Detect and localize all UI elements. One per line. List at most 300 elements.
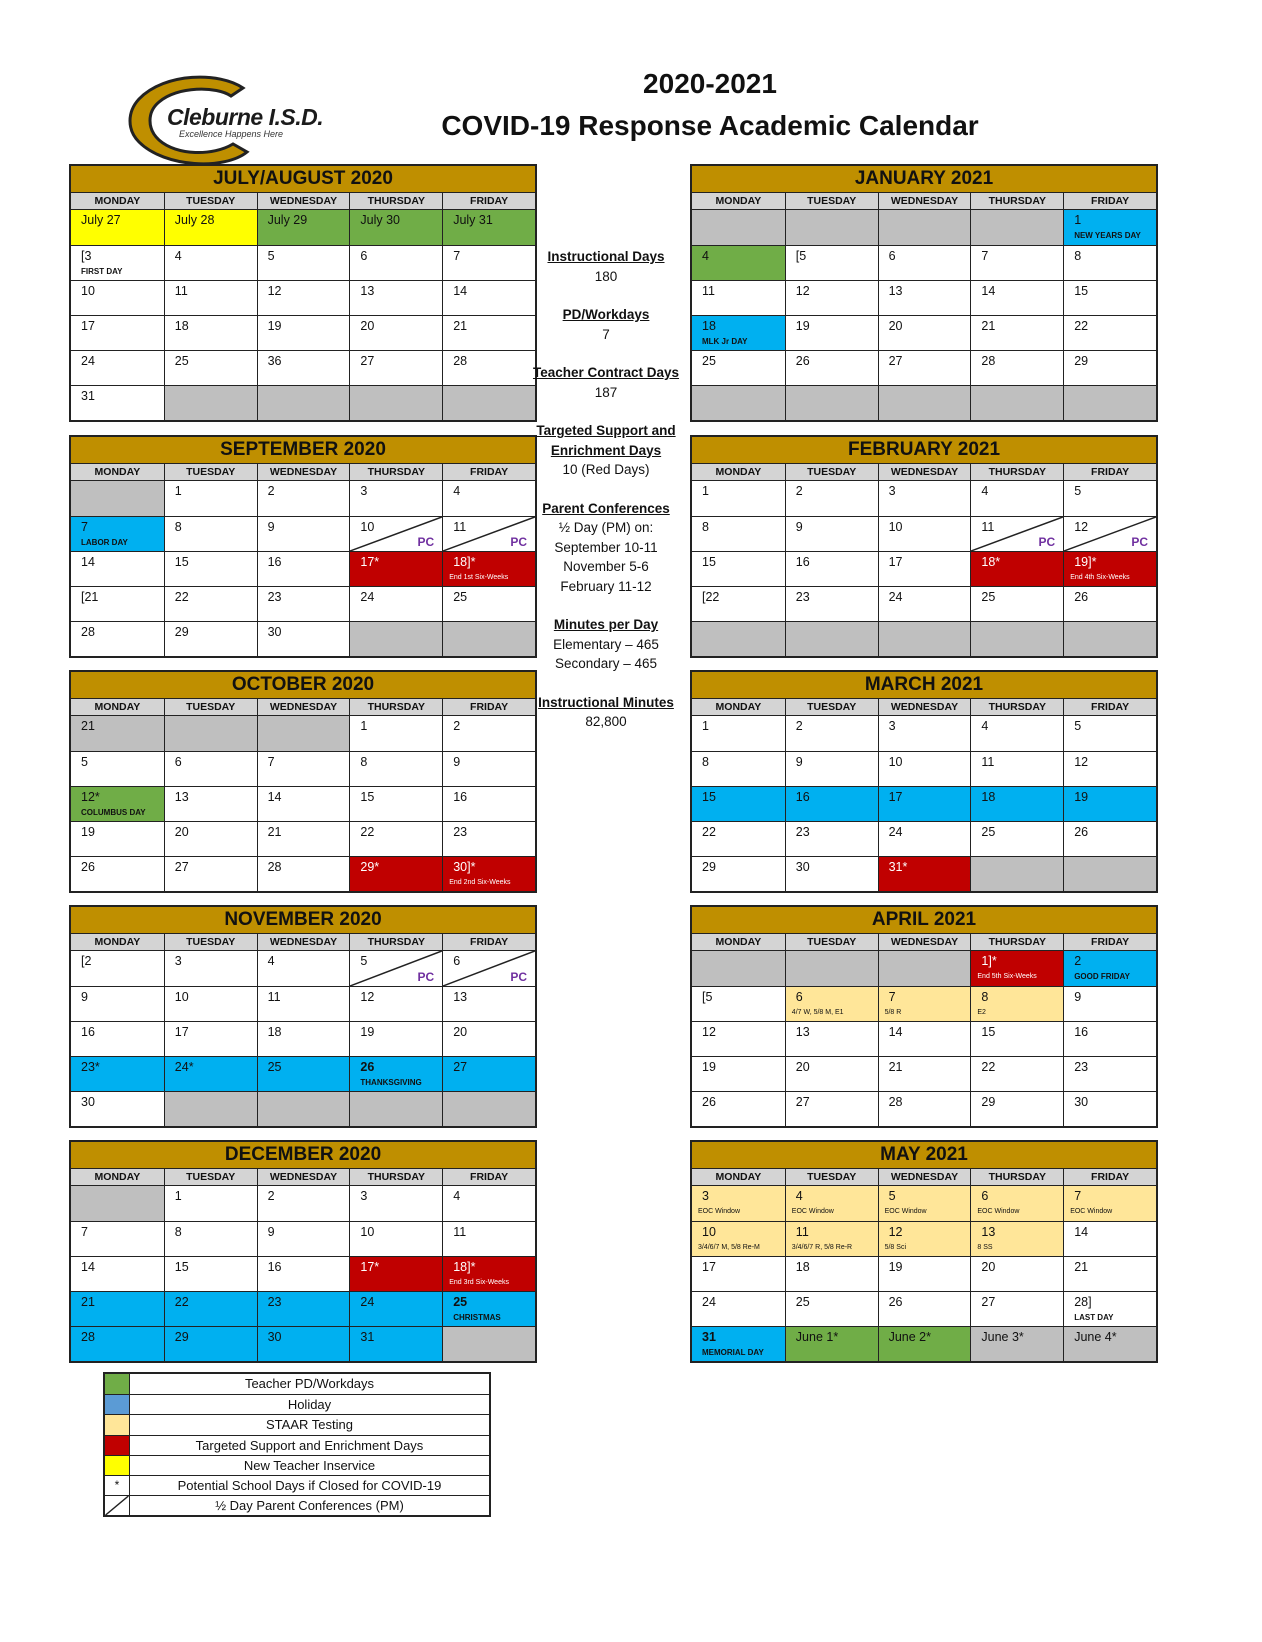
day-note: COLUMBUS DAY (81, 808, 146, 817)
day-cell (1063, 1326, 1156, 1361)
day-number: 16 (795, 555, 810, 569)
instructional-days-label: Instructional Days (547, 249, 665, 264)
day-cell (349, 315, 442, 350)
day-cell (970, 716, 1063, 751)
empty-cell (692, 621, 785, 656)
day-number: 29 (702, 860, 716, 874)
day-note: 5/8 Sci (884, 1244, 906, 1251)
day-cell (71, 786, 164, 821)
day-cell (1063, 551, 1156, 586)
day-number: [5 (702, 990, 713, 1004)
day-number: 8 (702, 755, 709, 769)
day-cell (164, 1021, 257, 1056)
weekday-label: MONDAY (715, 701, 762, 713)
day-number: 11 (981, 755, 995, 769)
day-cell (164, 586, 257, 621)
weekday-label: FRIDAY (1063, 699, 1156, 715)
day-number: 9 (453, 755, 461, 769)
day-number: 26 (795, 354, 810, 368)
day-number: June 4* (1074, 1330, 1117, 1344)
day-cell (349, 951, 442, 986)
day-cell (71, 1221, 164, 1256)
empty-cell (878, 210, 971, 245)
weekday-label: MONDAY (715, 466, 762, 478)
half-day-slash-icon (105, 1496, 129, 1515)
day-cell (785, 716, 878, 751)
empty-cell (692, 385, 785, 420)
day-cell (257, 586, 350, 621)
weekday-label: THURSDAY (970, 699, 1063, 715)
day-number: 25 (981, 825, 996, 839)
weekday-label: FRIDAY (1063, 193, 1156, 209)
day-number: 23 (267, 1295, 282, 1309)
instructional-minutes-label: Instructional Minutes (538, 694, 674, 710)
day-number: 11 (453, 1225, 467, 1239)
month-title: MAY 2021 (692, 1142, 1156, 1169)
day-cell (257, 481, 350, 516)
day-cell (71, 856, 164, 891)
day-number: 10 (360, 1225, 375, 1239)
legend (103, 1372, 491, 1517)
legend-swatch (105, 1476, 130, 1495)
day-cell (878, 280, 971, 315)
day-number: 29* (360, 860, 380, 874)
day-cell (692, 350, 785, 385)
day-cell (442, 210, 535, 245)
day-cell (785, 786, 878, 821)
day-number: 13 (981, 1225, 996, 1239)
weekday-label: FRIDAY (442, 1169, 535, 1185)
day-cell (692, 716, 785, 751)
day-cell (785, 551, 878, 586)
day-number: 9 (81, 990, 88, 1004)
month-title: FEBRUARY 2021 (692, 437, 1156, 464)
pd-workdays-value: 7 (602, 326, 610, 342)
weekday-label: TUESDAY (785, 193, 878, 209)
parent-conferences-line: February 11-12 (560, 578, 652, 594)
day-number: 36 (267, 354, 282, 368)
legend-item (105, 1475, 489, 1495)
day-number: 7 (888, 990, 896, 1004)
month-title: DECEMBER 2020 (71, 1142, 535, 1169)
day-number: 19 (1074, 790, 1089, 804)
day-cell (785, 315, 878, 350)
day-cell (692, 586, 785, 621)
day-cell (785, 1021, 878, 1056)
empty-cell (785, 951, 878, 986)
empty-cell (1063, 621, 1156, 656)
day-cell (164, 551, 257, 586)
day-number: 14 (888, 1025, 903, 1039)
day-number: 18]* (453, 555, 476, 569)
day-cell (970, 516, 1063, 551)
logo-name: Cleburne I.S.D. (167, 104, 324, 130)
day-cell (785, 1256, 878, 1291)
day-number: 25 (267, 1060, 282, 1074)
day-number: 25 (453, 1295, 468, 1309)
day-number: 10 (360, 520, 375, 534)
day-number: 15 (702, 790, 716, 804)
day-number: 4 (174, 249, 182, 263)
day-number: July 27 (81, 213, 121, 227)
day-number: 26 (1074, 590, 1089, 604)
day-number: 19 (702, 1060, 716, 1074)
day-number: 1 (174, 1189, 182, 1203)
parent-conference-mark: PC (1038, 535, 1056, 549)
day-cell (257, 280, 350, 315)
day-number: 2 (1074, 954, 1082, 968)
month-title: OCTOBER 2020 (71, 672, 535, 699)
minutes-per-day-label: Minutes per Day (553, 617, 659, 632)
day-number: 9 (795, 520, 803, 534)
day-number: 5 (1074, 484, 1082, 498)
day-cell (349, 1291, 442, 1326)
day-cell (785, 986, 878, 1021)
day-cell (442, 481, 535, 516)
legend-label: New Teacher Inservice (243, 1457, 376, 1473)
day-cell (1063, 986, 1156, 1021)
day-note: MEMORIAL DAY (702, 1348, 764, 1357)
day-number: 25 (453, 590, 468, 604)
day-note: End 2nd Six-Weeks (449, 879, 511, 886)
day-cell (970, 350, 1063, 385)
day-note: MLK Jr DAY (702, 337, 748, 346)
day-cell (71, 1326, 164, 1361)
day-cell (349, 245, 442, 280)
day-number: 22 (174, 1295, 189, 1309)
day-number: 8 (1074, 249, 1082, 263)
day-number: 6 (981, 1189, 989, 1203)
day-number: 22 (360, 825, 375, 839)
day-number: 17* (360, 1260, 380, 1274)
month-title: JULY/AUGUST 2020 (71, 166, 535, 193)
day-cell (442, 350, 535, 385)
day-number: 5 (81, 755, 88, 769)
day-number: 7 (981, 249, 989, 263)
day-cell (878, 1221, 971, 1256)
weekday-label: FRIDAY (442, 464, 535, 480)
day-number: 9 (267, 520, 275, 534)
weekday-header (692, 1169, 1156, 1186)
day-number: [5 (795, 249, 807, 263)
month-dec (69, 1140, 537, 1363)
day-number: 1 (702, 484, 709, 498)
legend-label: ½ Day Parent Conferences (PM) (215, 1498, 404, 1514)
legend-item (105, 1495, 489, 1515)
day-number: 3 (174, 954, 182, 968)
day-cell (442, 315, 535, 350)
day-cell (970, 786, 1063, 821)
day-cell (442, 551, 535, 586)
day-number: 18 (702, 319, 716, 333)
day-number: 4 (702, 249, 709, 263)
day-number: 23 (1074, 1060, 1089, 1074)
day-number: July 31 (453, 213, 493, 227)
day-cell (1063, 245, 1156, 280)
month-title: APRIL 2021 (692, 907, 1156, 934)
day-cell (785, 1221, 878, 1256)
month-grid (692, 481, 1156, 656)
contract-days-label: Teacher Contract Days (532, 365, 680, 380)
day-number: 24* (174, 1060, 194, 1074)
day-cell (785, 1326, 878, 1361)
day-cell (164, 516, 257, 551)
day-note: EOC Window (884, 1208, 927, 1215)
day-number: 15 (981, 1025, 996, 1039)
day-cell (257, 1326, 350, 1361)
day-cell (71, 716, 164, 751)
day-cell (970, 1326, 1063, 1361)
day-number: 10 (81, 284, 95, 298)
day-cell (970, 951, 1063, 986)
day-cell (71, 385, 164, 420)
day-cell (1063, 1056, 1156, 1091)
day-cell (164, 1326, 257, 1361)
day-number: 28 (81, 1330, 95, 1344)
day-cell (71, 1056, 164, 1091)
month-title: JANUARY 2021 (692, 166, 1156, 193)
day-number: 4 (981, 719, 989, 733)
day-number: 8 (702, 520, 709, 534)
day-cell (1063, 315, 1156, 350)
day-cell (164, 350, 257, 385)
day-cell (1063, 951, 1156, 986)
day-number: 12 (795, 284, 810, 298)
weekday-header (692, 699, 1156, 716)
day-number: 21 (81, 1295, 95, 1309)
day-cell (164, 856, 257, 891)
weekday-label: WEDNESDAY (878, 1169, 971, 1185)
weekday-label: TUESDAY (164, 464, 257, 480)
legend-label: Teacher PD/Workdays (244, 1376, 375, 1391)
day-cell (257, 986, 350, 1021)
weekday-label: WEDNESDAY (257, 1169, 350, 1185)
legend-item (105, 1435, 489, 1455)
legend-swatch (105, 1395, 130, 1414)
day-number: 6 (174, 755, 182, 769)
day-number: 6 (888, 249, 896, 263)
day-cell (71, 986, 164, 1021)
weekday-label: TUESDAY (785, 699, 878, 715)
day-number: 19 (81, 825, 95, 839)
day-number: 5 (360, 954, 368, 968)
weekday-label: TUESDAY (164, 193, 257, 209)
targeted-support-label: Targeted Support and (536, 423, 676, 438)
day-number: 28 (267, 860, 282, 874)
day-cell (878, 716, 971, 751)
day-number: 24 (888, 825, 903, 839)
day-cell (442, 716, 535, 751)
day-number: 14 (267, 790, 282, 804)
empty-cell (442, 621, 535, 656)
day-cell (878, 986, 971, 1021)
day-cell (164, 245, 257, 280)
weekday-header (692, 464, 1156, 481)
weekday-label: WEDNESDAY (878, 699, 971, 715)
day-number: 3 (702, 1189, 709, 1203)
day-number: 21 (888, 1060, 903, 1074)
day-cell (785, 245, 878, 280)
day-cell (349, 1221, 442, 1256)
parent-conferences-line: November 5-6 (563, 559, 649, 574)
day-number: 1 (702, 719, 709, 733)
day-number: 1 (174, 484, 182, 498)
day-number: 20 (795, 1060, 810, 1074)
day-number: 21 (81, 719, 95, 733)
day-cell (970, 280, 1063, 315)
day-cell (692, 516, 785, 551)
day-cell (1063, 1186, 1156, 1221)
day-number: [2 (81, 954, 92, 968)
day-number: 26 (360, 1060, 375, 1074)
day-cell (442, 280, 535, 315)
month-grid (71, 951, 535, 1126)
instructional-days-value: 180 (594, 268, 618, 284)
day-cell (692, 245, 785, 280)
day-number: 22 (702, 825, 716, 839)
day-number: 11 (267, 990, 281, 1004)
day-cell (442, 1221, 535, 1256)
day-number: 11 (981, 520, 995, 534)
parent-conference-mark: PC (417, 535, 435, 549)
weekday-label: MONDAY (94, 195, 141, 207)
day-number: 21 (453, 319, 468, 333)
day-number: 12 (702, 1025, 716, 1039)
day-cell (970, 1091, 1063, 1126)
day-number: 30 (1074, 1095, 1089, 1109)
day-cell (1063, 821, 1156, 856)
day-cell (785, 1291, 878, 1326)
day-number: 9 (1074, 990, 1082, 1004)
day-note: 3/4/6/7 M, 5/8 Re-M (698, 1244, 760, 1251)
empty-cell (785, 385, 878, 420)
day-number: 2 (453, 719, 461, 733)
day-number: 7 (1074, 1189, 1082, 1203)
day-note: LABOR DAY (81, 538, 128, 547)
day-cell (878, 821, 971, 856)
day-cell (349, 280, 442, 315)
month-title: SEPTEMBER 2020 (71, 437, 535, 464)
day-number: 18* (981, 555, 1001, 569)
day-cell (71, 350, 164, 385)
day-cell (349, 786, 442, 821)
day-cell (970, 315, 1063, 350)
day-number: June 3* (981, 1330, 1024, 1344)
day-cell (785, 751, 878, 786)
day-number: 24 (81, 354, 95, 368)
empty-cell (785, 210, 878, 245)
day-note: E2 (977, 1009, 986, 1016)
day-number: 20 (174, 825, 189, 839)
day-number: 17 (81, 319, 95, 333)
month-apr (690, 905, 1158, 1128)
day-number: 17 (888, 790, 903, 804)
logo-tagline: Excellence Happens Here (179, 129, 284, 139)
day-cell (257, 856, 350, 891)
empty-cell (970, 621, 1063, 656)
day-number: 7 (81, 520, 88, 534)
month-grid (692, 1186, 1156, 1361)
day-number: 4 (453, 484, 461, 498)
day-number: 29 (174, 1330, 189, 1344)
day-number: 25 (981, 590, 996, 604)
day-cell (878, 245, 971, 280)
day-number: 26 (81, 860, 95, 874)
day-number: 11 (453, 520, 467, 534)
empty-cell (164, 1091, 257, 1126)
empty-cell (970, 856, 1063, 891)
weekday-label: WEDNESDAY (257, 193, 350, 209)
day-number: 15 (360, 790, 375, 804)
parent-conferences-label: Parent Conferences (542, 500, 670, 516)
day-cell (442, 986, 535, 1021)
empty-cell (442, 385, 535, 420)
weekday-label: TUESDAY (164, 699, 257, 715)
day-cell (257, 786, 350, 821)
day-number: June 2* (888, 1330, 931, 1344)
parent-conferences-line: ½ Day (PM) on: (558, 520, 654, 535)
day-cell (692, 1021, 785, 1056)
day-cell (970, 1186, 1063, 1221)
day-number: 3 (360, 484, 368, 498)
day-number: 20 (888, 319, 903, 333)
day-cell (785, 821, 878, 856)
day-number: 24 (702, 1295, 716, 1309)
weekday-label: THURSDAY (349, 464, 442, 480)
day-cell (164, 1056, 257, 1091)
day-cell (970, 751, 1063, 786)
day-cell (164, 280, 257, 315)
day-number: July 29 (267, 213, 308, 227)
day-number: 29 (174, 625, 189, 639)
day-cell (349, 751, 442, 786)
day-number: 26 (888, 1295, 903, 1309)
day-number: 24 (360, 590, 375, 604)
weekday-label: FRIDAY (1063, 934, 1156, 950)
day-number: 12 (888, 1225, 903, 1239)
day-number: 2 (267, 484, 275, 498)
day-note: End 4th Six-Weeks (1070, 574, 1130, 581)
day-cell (1063, 516, 1156, 551)
day-cell (71, 1021, 164, 1056)
day-number: 4 (981, 484, 989, 498)
day-cell (878, 1256, 971, 1291)
day-number: 20 (453, 1025, 468, 1039)
day-number: 13 (360, 284, 375, 298)
day-cell (692, 1326, 785, 1361)
legend-label: Targeted Support and Enrichment Days (195, 1437, 424, 1453)
day-cell (1063, 786, 1156, 821)
month-title: MARCH 2021 (692, 672, 1156, 699)
weekday-header (71, 699, 535, 716)
day-cell (970, 1256, 1063, 1291)
empty-cell (164, 385, 257, 420)
empty-cell (692, 210, 785, 245)
day-cell (692, 786, 785, 821)
day-number: 17 (174, 1025, 189, 1039)
calendar-year: 2020-2021 (643, 68, 777, 99)
day-number: 30]* (453, 860, 476, 874)
weekday-header (71, 193, 535, 210)
day-cell (257, 551, 350, 586)
day-cell (349, 516, 442, 551)
day-number: 5 (267, 249, 275, 263)
day-cell (164, 1256, 257, 1291)
day-note: End 1st Six-Weeks (449, 574, 509, 581)
day-number: 14 (81, 1260, 95, 1274)
weekday-label: WEDNESDAY (878, 193, 971, 209)
month-nov (69, 905, 537, 1128)
